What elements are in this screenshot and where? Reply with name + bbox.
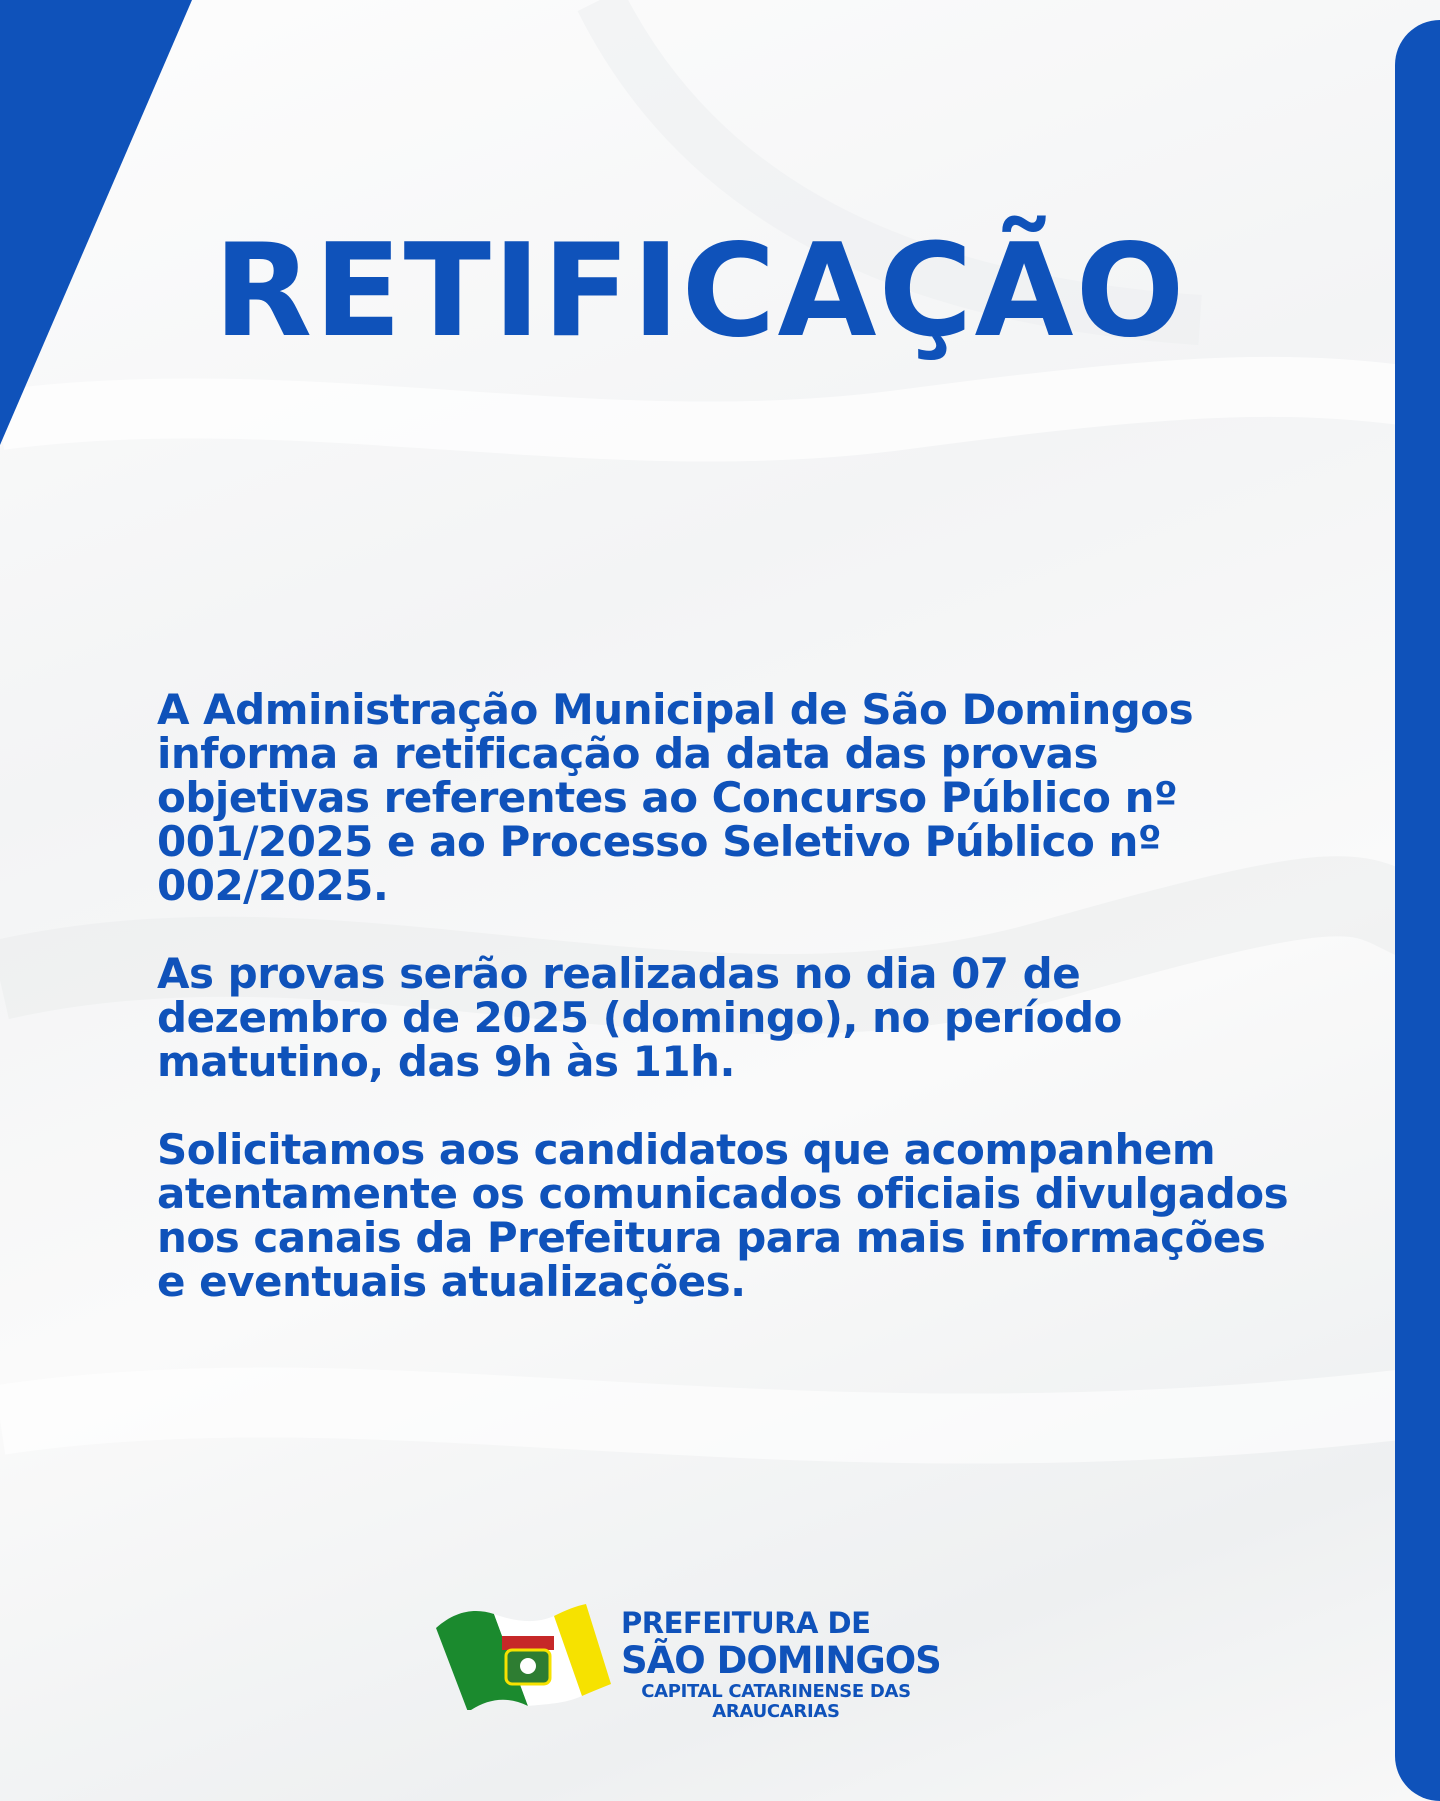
paragraph-announcement: A Administração Municipal de São Domingos informa a retificação da data das provas objetivas referentes ao Concurso Público nº 001/2025 e ao Processo Seletivo Público nº 002/2025. [157, 685, 1194, 910]
page-title: RETIFICAÇÃO [213, 217, 1187, 366]
paragraph-exam-date: As provas serão realizadas no dia 07 de dezembro de 2025 (domingo), no período matutino, das 9h às 11h. [157, 949, 1122, 1086]
right-side-bar-decoration [1395, 20, 1440, 1801]
logo-text [621, 1606, 951, 1722]
corner-triangle-decoration [0, 0, 200, 450]
prefeitura-logo [436, 1600, 956, 1740]
logo-line-prefeitura: PREFEITURA DE [621, 1606, 871, 1640]
logo-line-city: SÃO DOMINGOS [621, 1639, 941, 1682]
municipal-flag-icon [436, 1600, 611, 1710]
announcement-body [157, 685, 1307, 1348]
logo-line-slogan: CAPITAL CATARINENSE DAS ARAUCARIAS [641, 1681, 911, 1722]
paragraph-request: Solicitamos aos candidatos que acompanhem atentamente os comunicados oficiais divulgados nos canais da Prefeitura para mais informações e eventuais atualizações. [157, 1125, 1289, 1306]
